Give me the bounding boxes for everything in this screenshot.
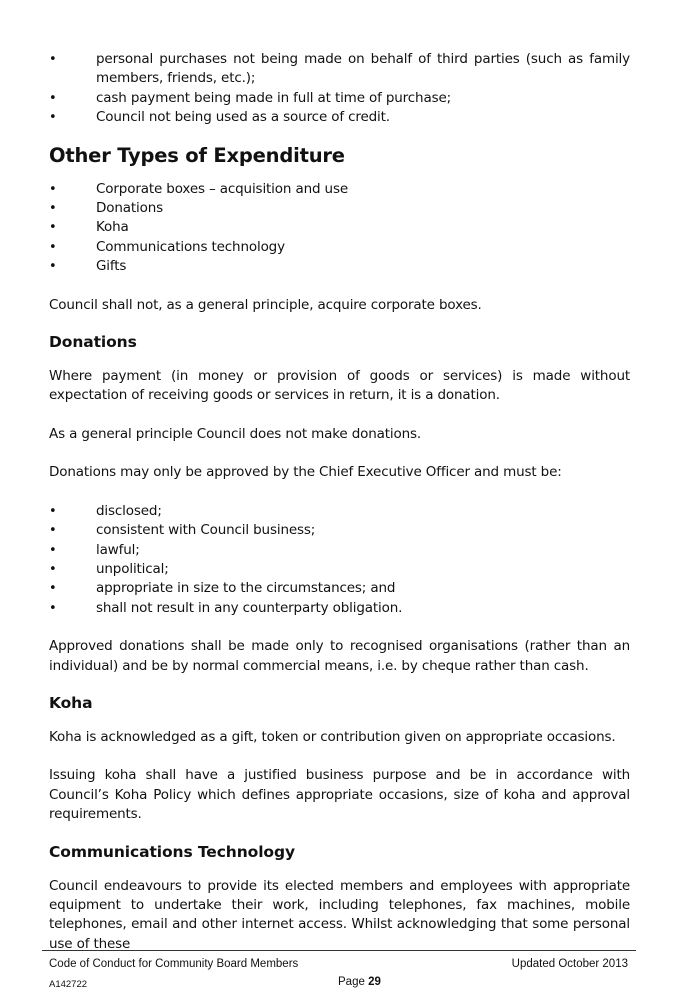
list-item: • shall not result in any counterparty obligation.: [49, 599, 630, 618]
bullet-icon: •: [49, 110, 57, 126]
bullet-icon: •: [49, 581, 57, 597]
list-item: • consistent with Council business;: [49, 521, 630, 540]
bullet-icon: •: [49, 239, 57, 255]
expenditure-types-list: [49, 180, 630, 277]
footer-document-title: Code of Conduct for Community Board Members: [49, 958, 299, 970]
bullet-icon: •: [49, 503, 57, 519]
section-heading-koha: Koha: [49, 693, 93, 712]
donations-approval-paragraph: Donations may only be approved by the Chief Executive Officer and must be:: [49, 464, 562, 481]
footer-document-code: A142722: [49, 979, 88, 990]
section-heading-donations: Donations: [49, 333, 137, 352]
section-heading-other-types: Other Types of Expenditure: [49, 143, 345, 167]
list-item: • unpolitical;: [49, 560, 630, 579]
donations-definition-paragraph: Where payment (in money or provision of goods or services) is made without expectation of receiving goods or services in return, it is a donation.: [49, 368, 630, 404]
list-item: • Gifts: [49, 257, 630, 276]
bullet-icon: •: [49, 201, 57, 217]
footer-updated-date: Updated October 2013: [511, 958, 628, 970]
list-item: • Corporate boxes – acquisition and use: [49, 180, 630, 199]
approved-donations-paragraph: Approved donations shall be made only to recognised organisations (rather than an individual) and be by normal commercial means, i.e. by cheque rather than cash.: [49, 638, 630, 674]
bullet-icon: •: [49, 523, 57, 539]
list-item: • Council not being used as a source of credit.: [49, 108, 630, 127]
bullet-icon: •: [49, 90, 57, 106]
list-item: • Donations: [49, 199, 630, 218]
bullet-icon: •: [49, 52, 57, 67]
koha-definition-paragraph: Koha is acknowledged as a gift, token or contribution given on appropriate occasions.: [49, 728, 616, 745]
bullet-icon: •: [49, 220, 57, 236]
communications-paragraph: Council endeavours to provide its elected members and employees with appropriate equipment to undertake their work, including telephones, fax machines, mobile telephones, email and other internet access. Whilst acknowledging that some personal use of these: [49, 877, 630, 952]
bullet-icon: •: [49, 561, 57, 577]
koha-policy-paragraph: Issuing koha shall have a justified business purpose and be in accordance with Council’s Koha Policy which defines appropriate occasions, size of koha and approval requirements.: [49, 767, 630, 823]
list-item: • lawful;: [49, 541, 630, 560]
page-number: 29: [368, 976, 381, 988]
list-item: • appropriate in size to the circumstances; and: [49, 579, 630, 598]
list-item: • cash payment being made in full at time of purchase;: [49, 89, 630, 108]
donations-criteria-list: [49, 502, 630, 618]
donations-principle-paragraph: As a general principle Council does not make donations.: [49, 425, 422, 442]
bullet-icon: •: [49, 600, 57, 616]
bullet-icon: •: [49, 542, 57, 558]
bullet-icon: •: [49, 259, 57, 275]
list-item: • disclosed;: [49, 502, 630, 521]
list-item: • personal purchases not being made on behalf of third parties (such as family members, friends, etc.);: [49, 51, 630, 87]
list-item: • Communications technology: [49, 238, 630, 257]
list-item: • Koha: [49, 218, 630, 237]
continued-bullet-list: [49, 50, 630, 128]
bullet-icon: •: [49, 181, 57, 197]
footer-divider: [42, 950, 636, 951]
page-content: [49, 50, 630, 954]
corporate-boxes-paragraph: Council shall not, as a general principle, acquire corporate boxes.: [49, 296, 482, 313]
page-label: Page: [338, 976, 365, 988]
section-heading-communications: Communications Technology: [49, 842, 295, 861]
footer-page-number: [338, 976, 381, 988]
